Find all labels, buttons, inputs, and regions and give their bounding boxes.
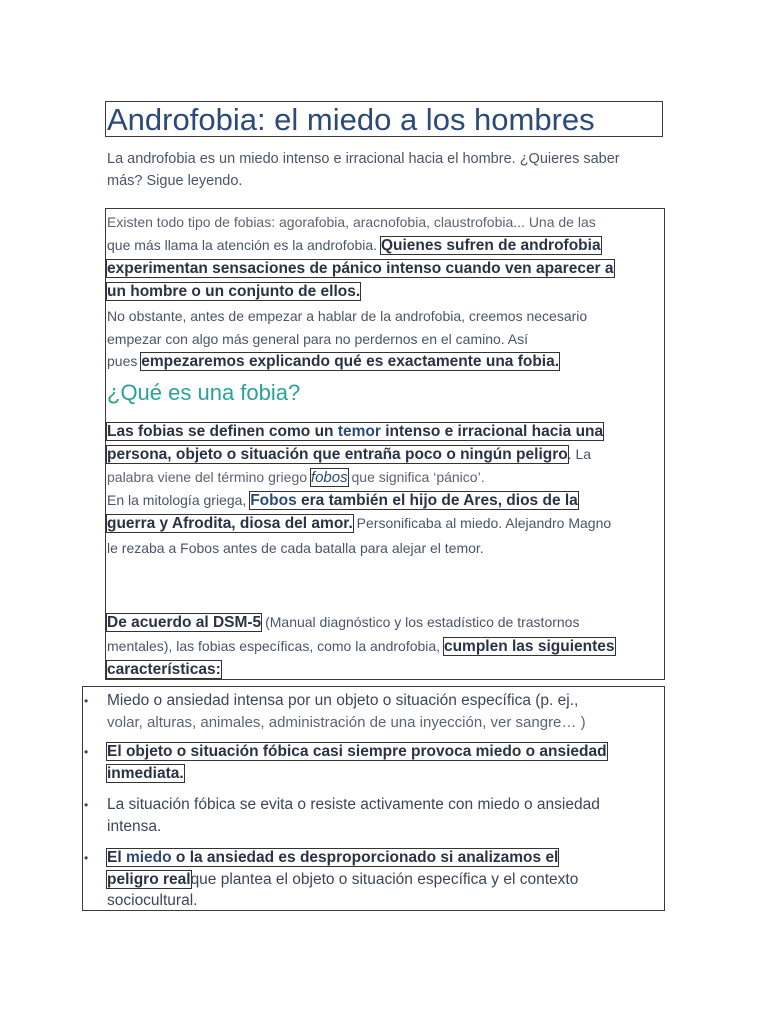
p5-text-b: mentales), las fobias específicas, como la androfobia, [107,638,444,654]
p2-highlight: empezaremos explicando qué es exactamente una fobia. [141,353,560,370]
p3-text-c: . La [567,446,592,462]
p1-highlight-3: un hombre o un conjunto de ellos. [107,283,361,300]
p3-line-2 [107,443,591,466]
intro-line-1: La androfobia es un miedo intenso e irracional hacia el hombre. ¿Quieres saber [107,151,620,167]
list-item-2-highlight-2: inmediata. [107,765,184,782]
p3-text-b: intenso e irracional hacia una [380,423,604,440]
list-item-2-line-2 [107,763,184,785]
p3-text-a: Las fobias se definen como un [107,423,338,440]
p5-line-2 [107,635,615,658]
p2-line-2: empezar con algo más general para no perdernos en el camino. Así [107,331,529,347]
fobos-link[interactable]: Fobos [250,492,297,509]
p3-text-e: que significa ‘pánico’. [347,469,485,485]
list-item-4-line-1 [107,847,558,869]
list-bullet: • [84,851,89,865]
p4-highlight-1 [250,492,578,509]
list-item-3-line-2: intensa. [107,818,162,835]
p1-text: que más llama la atención es la androfobia. [107,237,381,253]
p4-text-a: En la mitología griega, [107,492,251,508]
list-item-4-highlight [107,849,558,866]
p3-line-1 [107,420,603,443]
list-item-3-line-1: La situación fóbica se evita o resiste activamente con miedo o ansiedad [107,796,600,813]
p5-highlight-1: cumplen las siguientes [443,638,615,655]
p4-text-b: era también el hijo de Ares, dios de la [296,492,578,509]
p5-line-3 [107,658,221,681]
list-item-2-line-1 [107,741,607,763]
p4-highlight-2: guerra y Afrodita, diosa del amor. [107,515,353,532]
page-title: Androfobia: el miedo a los hombres [107,102,595,137]
temor-link[interactable]: temor [337,423,381,440]
intro-paragraph [107,148,667,192]
p4-line-1 [107,489,578,512]
intro-line-2: más? Sigue leyendo. [107,173,243,189]
p3-line-3 [107,466,485,489]
p5-highlight-2: características: [107,661,221,678]
p1-highlight-2: experimentan sensaciones de pánico intenso cuando ven aparecer a [107,260,614,277]
list-item-2-highlight: El objeto o situación fóbica casi siempre provoca miedo o ansiedad [107,743,607,760]
p4-line-3: le rezaba a Fobos antes de cada batalla para alejar el temor. [107,540,484,556]
list-bullet: • [84,745,89,759]
list-item-4-line-2 [107,869,578,891]
p2-line-3 [107,350,559,373]
dsm5-highlight: De acuerdo al DSM-5 [107,614,262,631]
list-item-1-line-2: volar, alturas, animales, administración de una inyección, ver sangre… ) [107,714,586,731]
p3-highlight-1 [107,423,603,440]
p1-line-2 [107,234,601,257]
list-bullet: • [84,798,89,812]
p1-highlight-1: Quienes sufren de androfobia [380,237,601,254]
miedo-link[interactable]: miedo [125,849,172,866]
fobos-term: fobos [310,469,348,486]
p4-text-c: Personificaba al miedo. Alejandro Magno [352,515,612,531]
list-item-4-highlight-2: peligro real [107,871,191,888]
section-heading: ¿Qué es una fobia? [107,380,301,405]
p3-highlight-2: persona, objeto o situación que entraña poco o ningún peligro [107,446,568,463]
list-item-4-text-a: El [107,849,126,866]
p5-line-1 [107,611,579,634]
p4-line-2 [107,512,611,535]
p1-line-3 [107,257,614,280]
list-item-4-text-b: o la ansiedad es desproporcionado si analizamos el [171,849,559,866]
p1-line-4 [107,280,360,303]
list-item-4-text-c: que plantea el objeto o situación específica y el contexto [190,871,579,888]
list-item-4-line-3: sociocultural. [107,892,198,909]
p3-text-d: palabra viene del término griego [107,469,311,485]
list-bullet: • [84,694,89,708]
p2-text: pues [107,353,142,369]
list-item-1-line-1: Miedo o ansiedad intensa por un objeto o situación específica (p. ej., [107,692,579,709]
p1-line-1: Existen todo tipo de fobias: agorafobia, aracnofobia, claustrofobia... Una de las [107,214,596,230]
p2-line-1: No obstante, antes de empezar a hablar de la androfobia, creemos necesario [107,308,588,324]
p5-text-a: (Manual diagnóstico y los estadístico de trastornos [261,614,580,630]
